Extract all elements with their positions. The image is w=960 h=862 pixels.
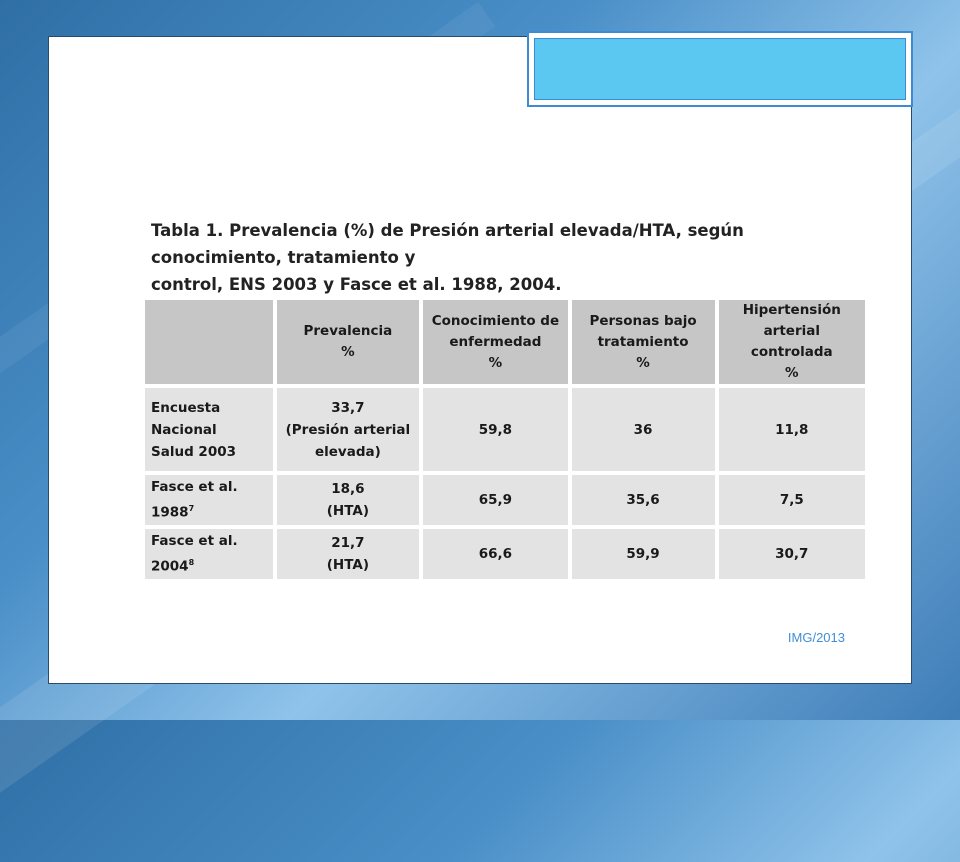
table-row <box>145 388 865 471</box>
header-cell-knowledge <box>423 300 567 384</box>
title-placeholder-box[interactable] <box>527 31 913 107</box>
header-text: Conocimiento de <box>431 312 560 329</box>
header-text: Hipertensión arterial <box>742 302 841 339</box>
prevalence-table <box>141 296 869 583</box>
table-row <box>145 475 865 525</box>
knowledge-cell: 66,6 <box>423 529 567 579</box>
controlled-cell: 11,8 <box>719 388 865 471</box>
header-cell-treatment <box>572 300 715 384</box>
title-placeholder-fill <box>534 38 906 100</box>
footnote-ref: 8 <box>188 558 195 568</box>
caption-line-1: Tabla 1. Prevalencia (%) de Presión arterial elevada/HTA, según conocimiento, tratamiento y <box>151 221 744 267</box>
knowledge-cell: 59,8 <box>423 388 567 471</box>
table-row <box>145 529 865 579</box>
row-label-text: Fasce et al. 1988 <box>151 479 238 521</box>
controlled-cell: 7,5 <box>719 475 865 525</box>
header-text: Prevalencia <box>303 323 393 339</box>
prevalence-text: 18,6 <box>331 481 365 497</box>
header-text: % <box>785 365 799 381</box>
knowledge-cell: 65,9 <box>423 475 567 525</box>
prevalence-cell <box>277 475 420 525</box>
controlled-cell: 30,7 <box>719 529 865 579</box>
treatment-cell: 35,6 <box>572 475 715 525</box>
header-text: Personas bajo <box>589 312 697 329</box>
prevalence-text: (HTA) <box>326 503 369 519</box>
row-label-cell <box>145 388 273 471</box>
row-label-text: Encuesta Nacional <box>151 399 221 438</box>
prevalence-text: (HTA) <box>326 557 369 573</box>
caption-line-2: control, ENS 2003 y Fasce et al. 1988, 2004. <box>151 275 562 294</box>
slide-canvas <box>48 36 912 684</box>
header-cell-controlled <box>719 300 865 384</box>
prevalence-cell <box>277 529 420 579</box>
row-label-cell <box>145 475 273 525</box>
row-label-cell <box>145 529 273 579</box>
prevalence-cell <box>277 388 420 471</box>
header-text: % <box>341 344 355 360</box>
table-caption <box>151 217 841 298</box>
prevalence-text: 21,7 <box>331 535 365 551</box>
header-text: tratamiento <box>597 333 689 350</box>
header-text: % <box>636 354 650 371</box>
header-cell-empty <box>145 300 273 384</box>
header-text: controlada <box>750 344 833 360</box>
header-text: enfermedad <box>449 333 542 350</box>
prevalence-text: (Presión arterial <box>285 421 411 438</box>
prevalence-text: elevada) <box>314 443 381 460</box>
table-header-row <box>145 300 865 384</box>
treatment-cell: 36 <box>572 388 715 471</box>
footnote-ref: 7 <box>188 504 195 514</box>
header-text: % <box>488 354 503 371</box>
row-label-text: Fasce et al. 2004 <box>151 533 238 575</box>
row-label-text: Salud 2003 <box>151 443 237 460</box>
footer-watermark: IMG/2013 <box>787 630 845 645</box>
prevalence-text: 33,7 <box>331 399 365 416</box>
header-cell-prevalence <box>277 300 420 384</box>
treatment-cell: 59,9 <box>572 529 715 579</box>
